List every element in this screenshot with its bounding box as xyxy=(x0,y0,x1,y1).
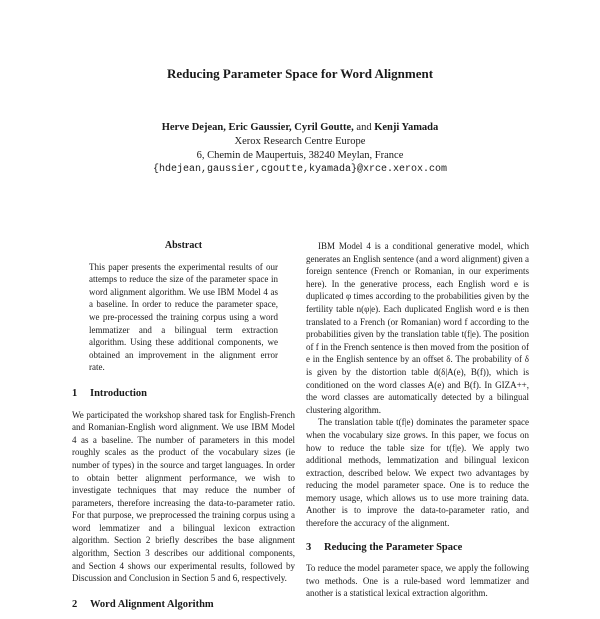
section-2-heading xyxy=(72,599,295,612)
right-paragraph-1: IBM Model 4 is a conditional generative model, which generates an English sentence (and a word alignment) given a foreign sentence (French or Romanian, in our experiments here). In the generative process, each English word e is duplicated φ times according to the probabilities given by the fertility table n(φ|e). Each duplicated English word e is then translated to a French (or Romanian) word f according to the probabilities given by the translation table t(f|e). The position of f in the French sentence is then moved from the position of e in the English sentence by an offset δ. The probability of δ is given by the distortion table d(δ|A(e), B(f)), which is conditioned on the word classes A(e) and B(f). In GIZA++, the word classes are automatically detected by a bilingual clustering algorithm. xyxy=(306,241,529,415)
author-last: Kenji Yamada xyxy=(374,122,439,133)
abstract-text: This paper presents the experimental results of our attemps to reduce the size of the parameter space in word alignment algorithm. We use IBM Model 4 as a baseline. In order to reduce the parameter space, we pre-processed the training corpus using a word lemmatizer and a bilingual term extraction algorithm. Using these additional components, we obtained an improvement in the alignment error rate. xyxy=(89,261,278,373)
section-1-number: 1 xyxy=(72,387,78,399)
author-names-bold: Herve Dejean, Eric Gaussier, Cyril Goutte, xyxy=(161,122,354,133)
section-1-title: Introduction xyxy=(90,387,147,399)
address: 6, Chemin de Maupertuis, 38240 Meylan, France xyxy=(196,150,404,161)
left-column xyxy=(72,240,295,619)
author-names xyxy=(0,121,600,135)
author-block xyxy=(0,121,600,177)
section-1-heading xyxy=(72,388,295,401)
section-3-title: Reducing the Parameter Space xyxy=(324,541,463,553)
paper-title: Reducing Parameter Space for Word Alignment xyxy=(166,66,434,81)
section-2-number: 2 xyxy=(72,598,78,610)
email: {hdejean,gaussier,cgoutte,kyamada}@xrce.xerox.com xyxy=(152,164,448,175)
right-column xyxy=(306,240,529,600)
right-paragraph-2: The translation table t(f|e) dominates the parameter space when the vocabulary size grows. In this paper, we focus on how to reduce the table size for t(f|e). We apply two additional methods, lemmatization and bilingual lexicon extraction, described below. We expect two advantages by reducing the model parameter space. One is to reduce the memory usage, which allows us to use more training data. Another is to improve the data-to-parameter ratio, and therefore the accuracy of the alignment. xyxy=(306,417,529,529)
section-3-text: To reduce the model parameter space, we apply the following two methods. One is a rule-based word lemmatizer and another is a statistical lexical extraction algorithm. xyxy=(306,563,529,599)
section-3-number: 3 xyxy=(306,541,312,553)
section-3-heading xyxy=(306,542,529,555)
abstract-heading: Abstract xyxy=(164,240,203,251)
author-and: and xyxy=(353,122,375,133)
section-1-text: We participated the workshop shared task for English-French and Romanian-English word alignment. We use IBM Model 4 as a baseline. The number of parameters in this model roughly scales as the product of the vocabulary sizes (ie number of types) in the source and target languages. In order to obtain better alignment performance, we wish to investigate techniques that may reduce the number of parameters, therefore increasing the data-to-parameter ratio. For that purpose, we preprocessed the training corpus using a word lemmatizer and a bilingual lexicon extraction algorithm. Section 2 briefly describes the base alignment algorithm, Section 3 describes our additional components, and Section 4 shows our experimental results, followed by Discussion and Conclusion in Section 5 and 6, respectively. xyxy=(72,409,295,584)
affiliation: Xerox Research Centre Europe xyxy=(234,136,366,147)
section-2-title: Word Alignment Algorithm xyxy=(90,598,214,610)
